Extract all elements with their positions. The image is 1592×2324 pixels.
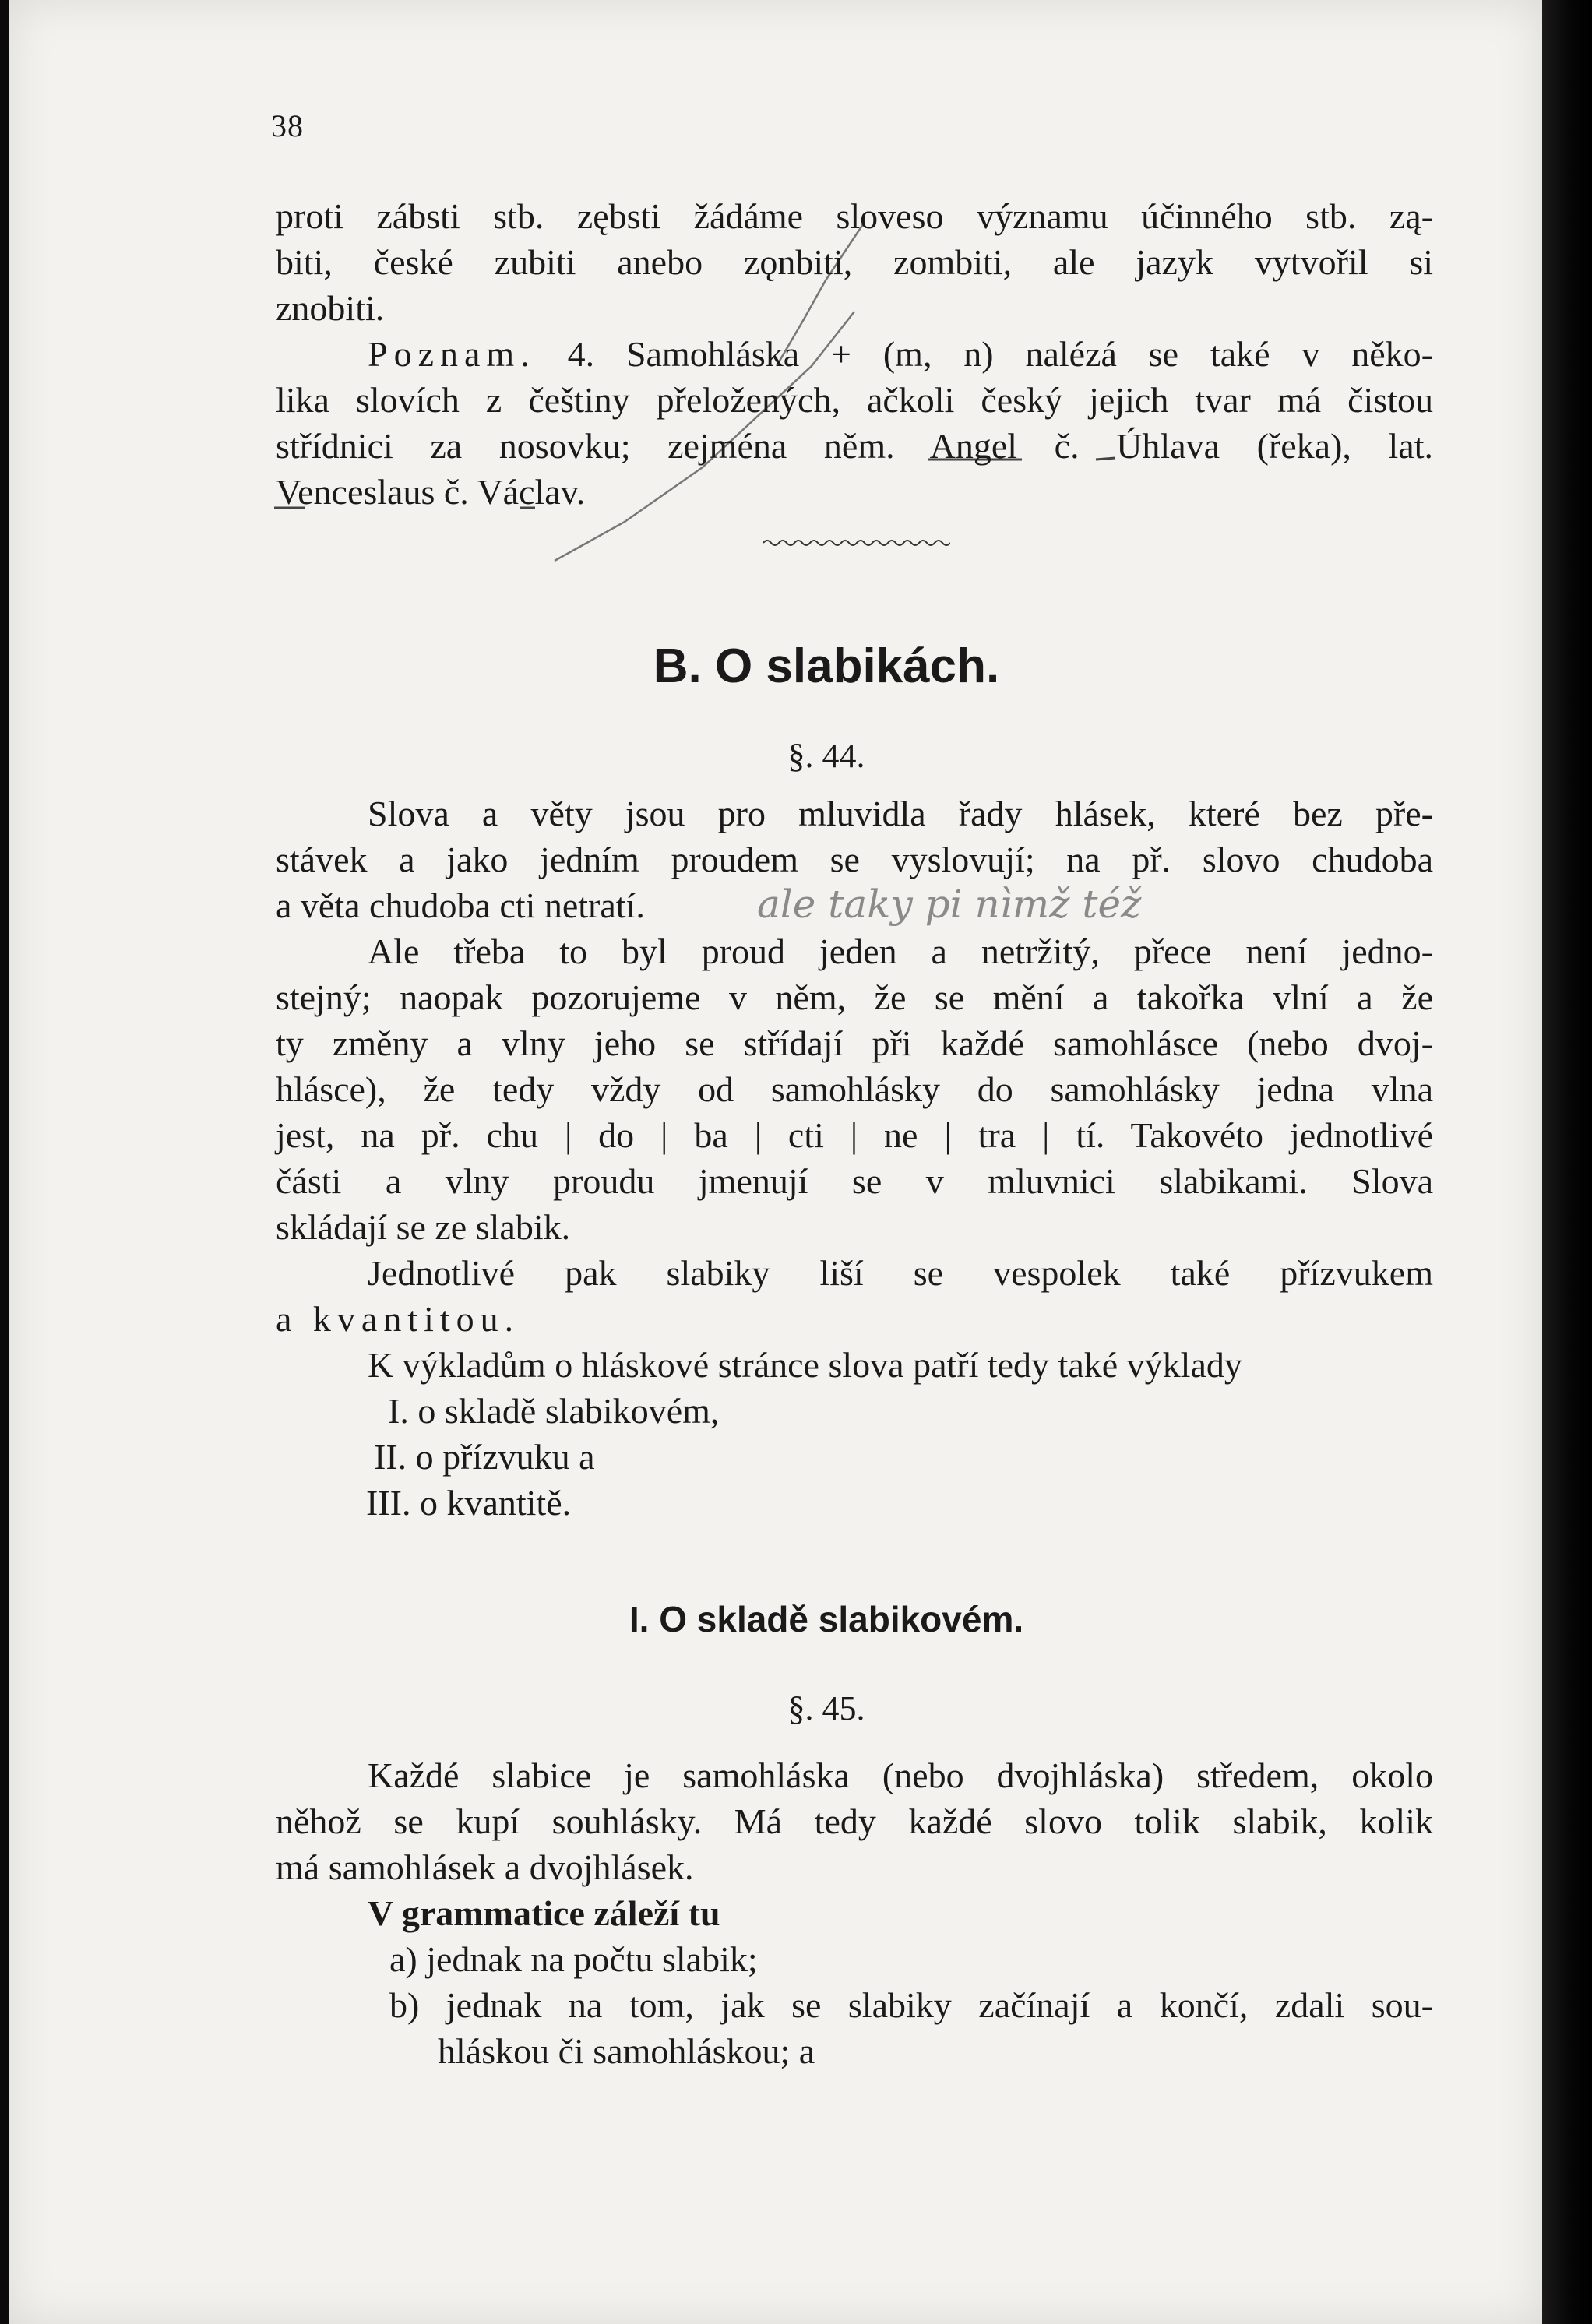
text-line: hlásce), že tedy vždy od samohlásky do samohlásky jedna vlna — [276, 1069, 1433, 1109]
paragraph-44-3 — [276, 1250, 1433, 1342]
list-item: III. o kvantitě. — [366, 1483, 572, 1523]
paragraph-44-2 — [276, 928, 1433, 1250]
paragraph-number-45: §. 45. — [787, 1689, 865, 1727]
text-line: stejný; naopak pozorujeme v něm, že se mění a takořka vlní a že — [276, 977, 1433, 1017]
list-item: II. o přízvuku a — [374, 1437, 595, 1477]
text-line: Každé slabice je samohláska (nebo dvojhláska) středem, okolo — [368, 1755, 1433, 1795]
paragraph-45-1 — [276, 1752, 1433, 1890]
section-heading-b: B. O slabikách. — [653, 639, 1000, 693]
text-line: proti zábsti stb. zębsti žádáme sloveso významu účinného stb. zą- — [276, 196, 1433, 236]
text-line: stávek a jako jedním proudem se vyslovují; na př. slovo chudoba — [276, 840, 1433, 879]
text-line: lika slovích z češtiny přeložených, ačkoli český jejich tvar má čistou — [276, 380, 1433, 420]
text-line: části a vlny proudu jmenují se v mluvnici slabikami. Slova — [276, 1161, 1433, 1201]
note-label: Poznam. — [368, 334, 536, 374]
text-line: něhož se kupí souhlásky. Má tedy každé slovo tolik slabik, kolik — [276, 1801, 1433, 1841]
text-line: a kvantitou. — [276, 1299, 520, 1339]
text-line: ty změny a vlny jeho se střídají při každé samohlásce (nebo dvoj- — [276, 1023, 1433, 1063]
text-line: má samohlásek a dvojhlásek. — [276, 1847, 694, 1887]
text-line: znobiti. — [276, 288, 385, 328]
list-item: b) jednak na tom, jak se slabiky začínají a končí, zdali sou- — [389, 1985, 1433, 2025]
list-item: a) jednak na počtu slabik; — [389, 1939, 758, 1979]
text-line: Jednotlivé pak slabiky liší se vespolek také přízvukem — [368, 1253, 1433, 1293]
decorative-wavy-rule — [763, 537, 950, 548]
text-line: jest, na př. chu | do | ba | cti | ne | tra | tí. Takovéto jednotlivé — [276, 1115, 1433, 1155]
list-44 — [366, 1388, 719, 1526]
list-item: I. o skladě slabikovém, — [388, 1391, 720, 1431]
text-line: skládají se ze slabik. — [276, 1207, 571, 1247]
text-line: Ale třeba to byl proud jeden a netržitý, přece není jedno- — [368, 931, 1433, 971]
list-45 — [389, 1936, 1433, 2074]
text-line: V grammatice záleží tu — [368, 1893, 720, 1933]
list-item: hláskou či samohláskou; a — [438, 2031, 815, 2071]
text-line: a věta chudoba cti netratí. — [276, 886, 645, 925]
section-heading-i: I. O skladě slabikovém. — [629, 1599, 1024, 1639]
text-line: K výkladům o hláskové stránce slova patří tedy také výklady — [368, 1345, 1242, 1385]
scan-edge-strip — [1542, 0, 1592, 2324]
handwritten-annotation: ale taky pi nìmž též — [757, 882, 1142, 927]
text-line: biti, české zubiti anebo zǫnbiti, zombiti, ale jazyk vytvořil si — [276, 242, 1433, 282]
paragraph-number-44: §. 44. — [787, 737, 865, 775]
text-line: 4. Samohláska + (m, n) nalézá se také v něko- — [567, 334, 1433, 374]
top-paragraph — [276, 193, 1433, 331]
paragraph-45-2 — [276, 1890, 1433, 1936]
text-line: Slova a věty jsou pro mluvidla řady hlásek, které bez pře- — [368, 794, 1433, 833]
book-page — [9, 0, 1542, 2324]
text-line: střídnici za nosovku; zejména něm. Angel č. Úhlava (řeka), lat. — [276, 426, 1433, 466]
paragraph-44-4 — [276, 1342, 1433, 1388]
note-4 — [276, 331, 1433, 515]
page-number: 38 — [271, 108, 304, 143]
text-line: Venceslaus č. Václav. — [276, 472, 586, 512]
